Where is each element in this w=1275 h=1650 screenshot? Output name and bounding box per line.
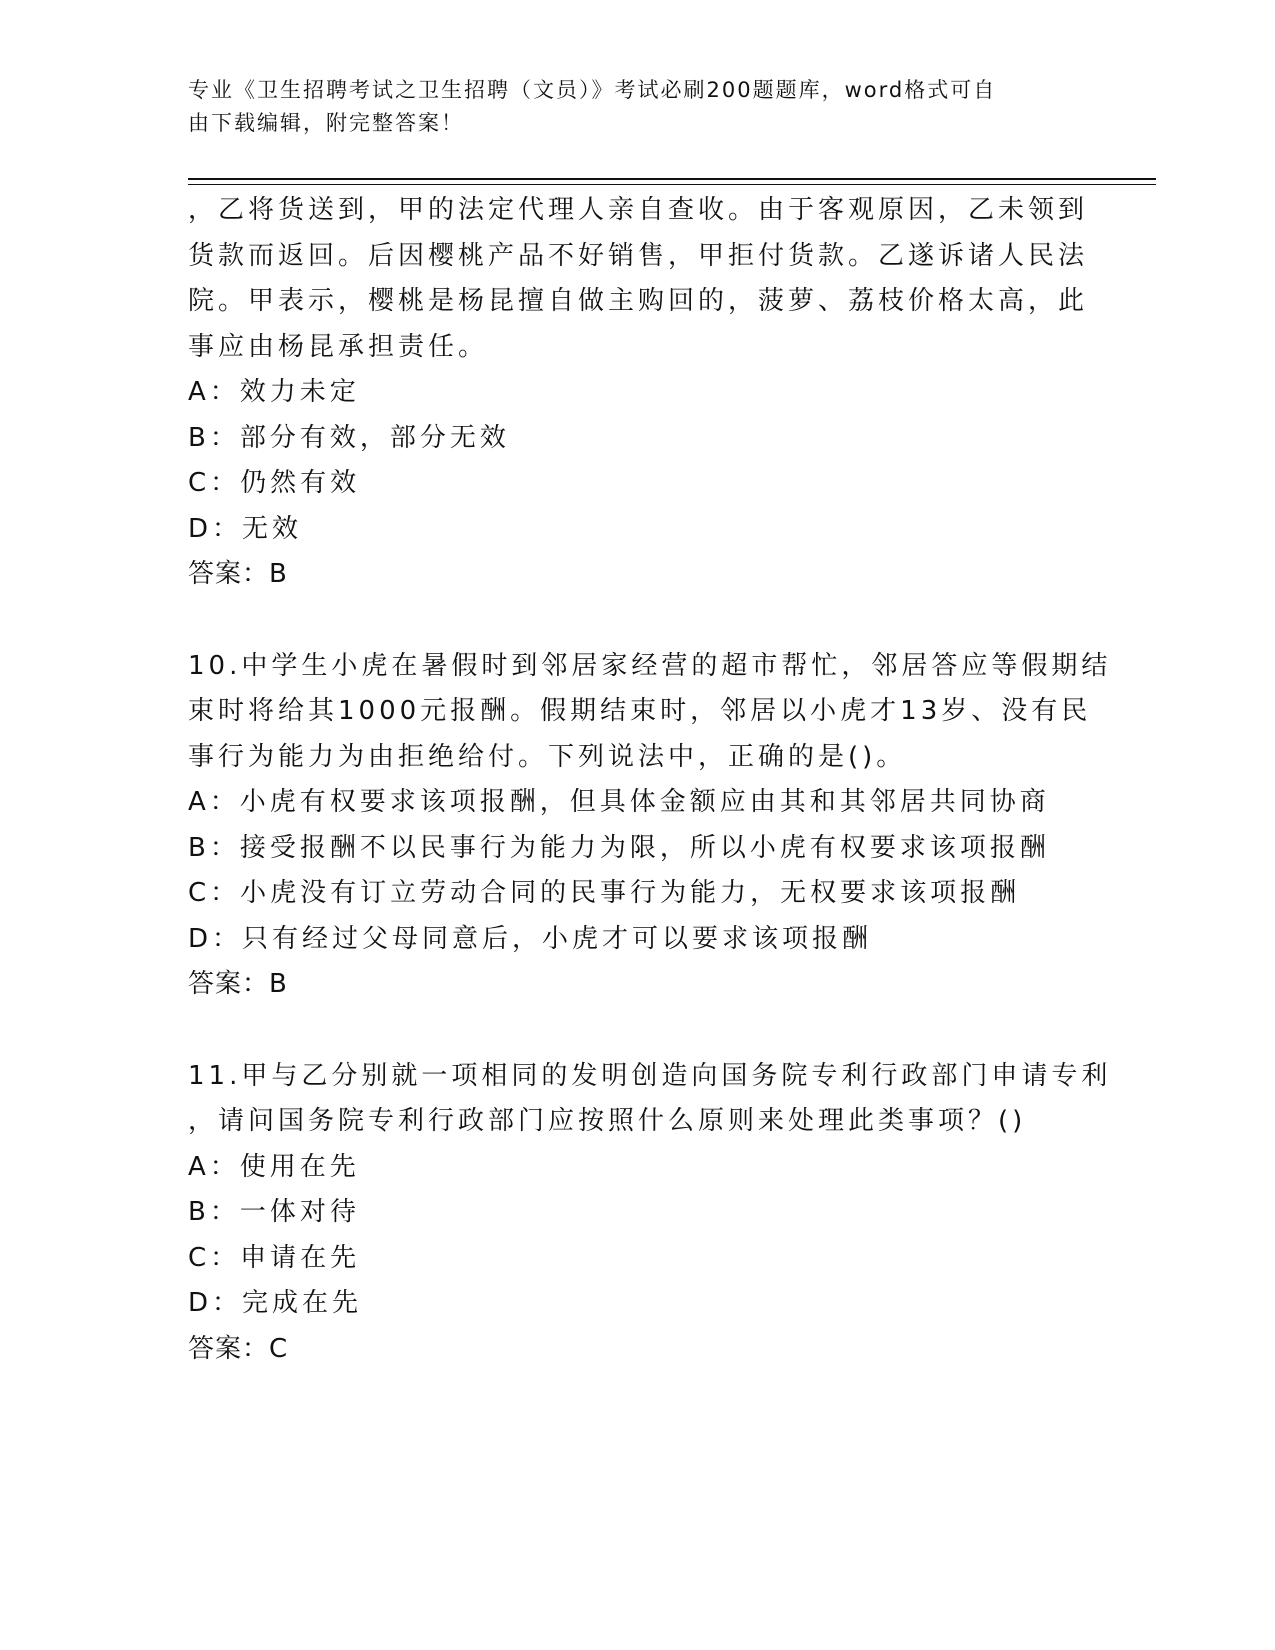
question-stem-line: ，乙将货送到，甲的法定代理人亲自查收。由于客观原因，乙未领到	[188, 195, 1089, 225]
question-stem-line: 货款而返回。后因樱桃产品不好销售，甲拒付货款。乙遂诉诸人民法	[188, 240, 1089, 271]
option-d: D：完成在先	[188, 1288, 363, 1318]
question-stem-line: ，请问国务院专利行政部门应按照什么原则来处理此类事项？()	[188, 1106, 1027, 1136]
option-c: C：小虎没有订立劳动合同的民事行为能力，无权要求该项报酬	[188, 878, 1021, 908]
option-c: C：仍然有效	[188, 468, 361, 498]
question-10	[188, 644, 1112, 1008]
question-stem-line: 事行为能力为由拒绝给付。下列说法中，正确的是()。	[188, 741, 907, 772]
document-header: 专业《卫生招聘考试之卫生招聘（文员）》考试必刷200题题库，word格式可自 由下载编辑，附完整答案！	[188, 78, 997, 135]
option-a: A：小虎有权要求该项报酬，但具体金额应由其和其邻居共同协商	[188, 787, 1050, 817]
header-rule-thin	[188, 184, 1156, 185]
question-list	[188, 188, 1112, 1372]
header-rule-thick	[188, 178, 1156, 180]
option-d: D：无效	[188, 513, 303, 544]
option-a: A：效力未定	[188, 377, 360, 407]
question-stem-line: 11.甲与乙分别就一项相同的发明创造向国务院专利行政部门申请专利	[188, 1060, 1112, 1091]
option-b: B：一体对待	[188, 1197, 360, 1227]
option-c: C：申请在先	[188, 1242, 361, 1273]
question-11	[188, 1054, 1112, 1373]
question-stem-line: 束时将给其1000元报酬。假期结束时，邻居以小虎才13岁、没有民	[188, 696, 1092, 726]
question-spacer	[188, 598, 1088, 644]
option-a: A：使用在先	[188, 1151, 360, 1182]
answer-label: 答案：C	[188, 1333, 289, 1364]
option-d: D：只有经过父母同意后，小虎才可以要求该项报酬	[188, 923, 873, 954]
question-stem-line: 院。甲表示，樱桃是杨昆擅自做主购回的，菠萝、荔枝价格太高，此	[188, 286, 1089, 316]
answer-label: 答案：B	[188, 559, 288, 589]
question-stem-line: 10.中学生小虎在暑假时到邻居家经营的超市帮忙，邻居答应等假期结	[188, 650, 1112, 681]
option-b: B：部分有效，部分无效	[188, 422, 510, 453]
question-stem-line: 事应由杨昆承担责任。	[188, 331, 489, 362]
answer-label: 答案：B	[188, 969, 288, 999]
question-spacer	[188, 1008, 1088, 1054]
option-b: B：接受报酬不以民事行为能力为限，所以小虎有权要求该项报酬	[188, 832, 1050, 863]
question-9	[188, 188, 1088, 598]
